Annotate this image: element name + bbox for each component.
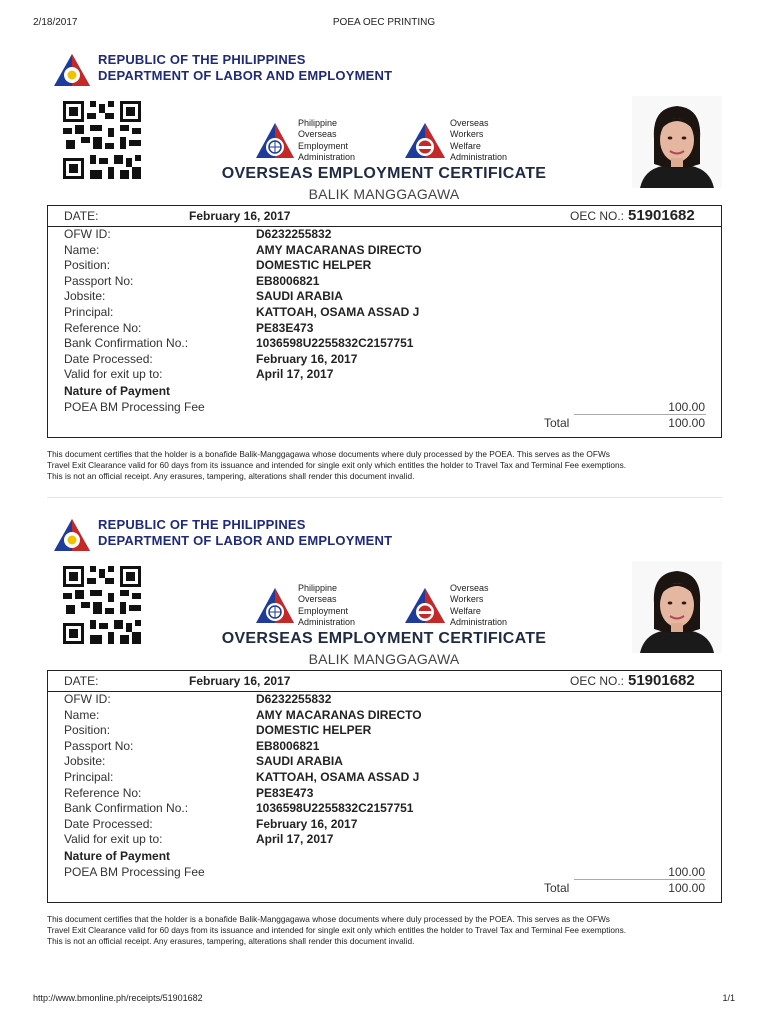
certificate-details-box	[47, 670, 722, 903]
poea-logo-icon	[255, 587, 295, 627]
field-value: EB8006821	[256, 273, 320, 288]
field-row	[64, 321, 704, 337]
field-label: Bank Confirmation No.:	[64, 336, 189, 351]
owwa-line: Welfare	[450, 605, 481, 616]
dole-logo-icon	[52, 517, 92, 553]
certificate-copy-1	[0, 0, 768, 480]
field-row	[64, 832, 704, 848]
field-label: OFW ID:	[64, 227, 111, 241]
page-number: 1/1	[722, 993, 735, 1003]
poea-name	[298, 583, 355, 628]
owwa-name	[450, 118, 507, 163]
field-row	[64, 754, 704, 770]
field-value: February 16, 2017	[256, 816, 358, 831]
field-row	[64, 227, 704, 243]
field-label: Passport No:	[64, 738, 134, 753]
poea-logo-icon	[255, 122, 295, 162]
disclaimer-line: This document certifies that the holder is a bonafide Balik-Manggagawa whose documents where duly processed by the POEA. This serves as the OFWs	[47, 449, 610, 459]
field-label: Passport No:	[64, 273, 134, 288]
poea-name	[298, 118, 355, 163]
department-label: DEPARTMENT OF LABOR AND EMPLOYMENT	[98, 68, 393, 83]
field-value: 1036598U2255832C2157751	[256, 801, 414, 816]
oec-number-value: 51901682	[628, 207, 695, 224]
owwa-line: Welfare	[450, 140, 481, 151]
poea-line: Administration	[298, 151, 356, 162]
oec-number-label: OEC NO.:	[570, 674, 625, 688]
disclaimer-line: This is not an official receipt. Any erasures, tampering, alterations shall render this document invalid.	[47, 471, 415, 481]
field-value: DOMESTIC HELPER	[256, 723, 372, 738]
field-row	[64, 786, 704, 802]
field-label: Jobsite:	[64, 754, 106, 769]
fee-value: 100.00	[668, 400, 705, 414]
field-row	[64, 336, 704, 352]
total-label: Total	[544, 881, 570, 895]
date-value: February 16, 2017	[189, 674, 291, 688]
field-label: Position:	[64, 258, 111, 273]
print-footer	[33, 993, 735, 1007]
field-row	[64, 817, 704, 833]
department-label: DEPARTMENT OF LABOR AND EMPLOYMENT	[98, 533, 393, 548]
field-row	[64, 243, 704, 259]
poea-line: Overseas	[298, 129, 337, 140]
fee-label: POEA BM Processing Fee	[64, 865, 205, 879]
source-url-link[interactable]: http://www.bmonline.ph/receipts/51901682	[33, 993, 203, 1003]
government-header	[98, 517, 392, 549]
holder-fields	[64, 227, 704, 383]
field-value: SAUDI ARABIA	[256, 754, 343, 769]
field-value: AMY MACARANAS DIRECTO	[256, 242, 422, 257]
print-title: POEA OEC PRINTING	[332, 17, 436, 28]
holder-fields	[64, 692, 704, 848]
disclaimer-line: Travel Exit Clearance valid for 60 days from its issuance and intended for single exit only which entitles the holder to Travel Tax and Terminal Fee exemptions.	[47, 460, 627, 470]
field-row	[64, 801, 704, 817]
field-label: Valid for exit up to:	[64, 367, 163, 382]
date-label: DATE:	[64, 674, 99, 688]
date-oec-row	[48, 206, 721, 227]
field-label: Bank Confirmation No.:	[64, 801, 189, 816]
field-value: PE83E473	[256, 320, 314, 335]
field-row	[64, 723, 704, 739]
field-label: Jobsite:	[64, 289, 106, 304]
field-label: Principal:	[64, 304, 114, 319]
government-header	[98, 52, 392, 84]
field-row	[64, 770, 704, 786]
date-oec-row	[48, 671, 721, 692]
field-row	[64, 305, 704, 321]
disclaimer-line: This document certifies that the holder is a bonafide Balik-Manggagawa whose documents where duly processed by the POEA. This serves as the OFWs	[47, 914, 610, 924]
total-divider	[574, 879, 706, 880]
field-label: Name:	[64, 707, 100, 722]
poea-line: Employment	[298, 140, 349, 151]
field-label: Principal:	[64, 769, 114, 784]
field-row	[64, 739, 704, 755]
poea-line: Employment	[298, 605, 349, 616]
total-divider	[574, 414, 706, 415]
certificate-copy-2	[0, 465, 768, 945]
total-label: Total	[544, 416, 570, 430]
certificate-subtitle: BALIK MANGGAGAWA	[308, 651, 460, 667]
owwa-logo-icon	[404, 587, 446, 627]
field-row	[64, 352, 704, 368]
disclaimer-text	[47, 914, 727, 947]
fee-value: 100.00	[668, 865, 705, 879]
field-value: D6232255832	[256, 227, 332, 241]
field-value: D6232255832	[256, 692, 332, 706]
field-value: DOMESTIC HELPER	[256, 258, 372, 273]
field-value: SAUDI ARABIA	[256, 289, 343, 304]
field-label: Date Processed:	[64, 816, 153, 831]
date-value: February 16, 2017	[189, 209, 291, 223]
field-row	[64, 289, 704, 305]
field-value: February 16, 2017	[256, 351, 358, 366]
field-value: PE83E473	[256, 785, 314, 800]
field-value: KATTOAH, OSAMA ASSAD J	[256, 769, 420, 784]
field-label: OFW ID:	[64, 692, 111, 706]
field-label: Name:	[64, 242, 100, 257]
owwa-logo-icon	[404, 122, 446, 162]
poea-line: Administration	[298, 616, 356, 627]
poea-line: Philippine	[298, 583, 338, 593]
fee-label: POEA BM Processing Fee	[64, 400, 205, 414]
field-row	[64, 367, 704, 383]
owwa-line: Administration	[450, 151, 508, 162]
owwa-name	[450, 583, 507, 628]
owwa-line: Workers	[450, 594, 484, 605]
oec-number-value: 51901682	[628, 672, 695, 689]
field-row	[64, 692, 704, 708]
disclaimer-line: This is not an official receipt. Any erasures, tampering, alterations shall render this document invalid.	[47, 936, 415, 946]
poea-line: Philippine	[298, 118, 338, 128]
nature-of-payment-label: Nature of Payment	[64, 384, 171, 398]
owwa-line: Overseas	[450, 583, 489, 593]
field-row	[64, 708, 704, 724]
date-label: DATE:	[64, 209, 99, 223]
disclaimer-line: Travel Exit Clearance valid for 60 days from its issuance and intended for single exit only which entitles the holder to Travel Tax and Terminal Fee exemptions.	[47, 925, 627, 935]
poea-line: Overseas	[298, 594, 337, 605]
total-value: 100.00	[668, 416, 705, 430]
field-value: AMY MACARANAS DIRECTO	[256, 707, 422, 722]
certificate-title: OVERSEAS EMPLOYMENT CERTIFICATE	[221, 165, 547, 182]
field-label: Reference No:	[64, 785, 142, 800]
total-value: 100.00	[668, 881, 705, 895]
republic-label: REPUBLIC OF THE PHILIPPINES	[98, 517, 306, 532]
dole-logo-icon	[52, 52, 92, 88]
oec-number-label: OEC NO.:	[570, 209, 625, 223]
owwa-line: Administration	[450, 616, 508, 627]
certificate-details-box	[47, 205, 722, 438]
field-label: Reference No:	[64, 320, 142, 335]
field-row	[64, 274, 704, 290]
field-label: Position:	[64, 723, 111, 738]
field-value: April 17, 2017	[256, 832, 334, 847]
field-value: 1036598U2255832C2157751	[256, 336, 414, 351]
owwa-line: Overseas	[450, 118, 489, 128]
print-date: 2/18/2017	[33, 17, 78, 28]
field-value: EB8006821	[256, 738, 320, 753]
certificate-title: OVERSEAS EMPLOYMENT CERTIFICATE	[221, 630, 547, 647]
certificate-subtitle: BALIK MANGGAGAWA	[308, 186, 460, 202]
field-label: Valid for exit up to:	[64, 832, 163, 847]
nature-of-payment-label: Nature of Payment	[64, 849, 171, 863]
field-row	[64, 258, 704, 274]
republic-label: REPUBLIC OF THE PHILIPPINES	[98, 52, 306, 67]
owwa-line: Workers	[450, 129, 484, 140]
field-label: Date Processed:	[64, 351, 153, 366]
field-value: April 17, 2017	[256, 367, 334, 382]
field-value: KATTOAH, OSAMA ASSAD J	[256, 304, 420, 319]
